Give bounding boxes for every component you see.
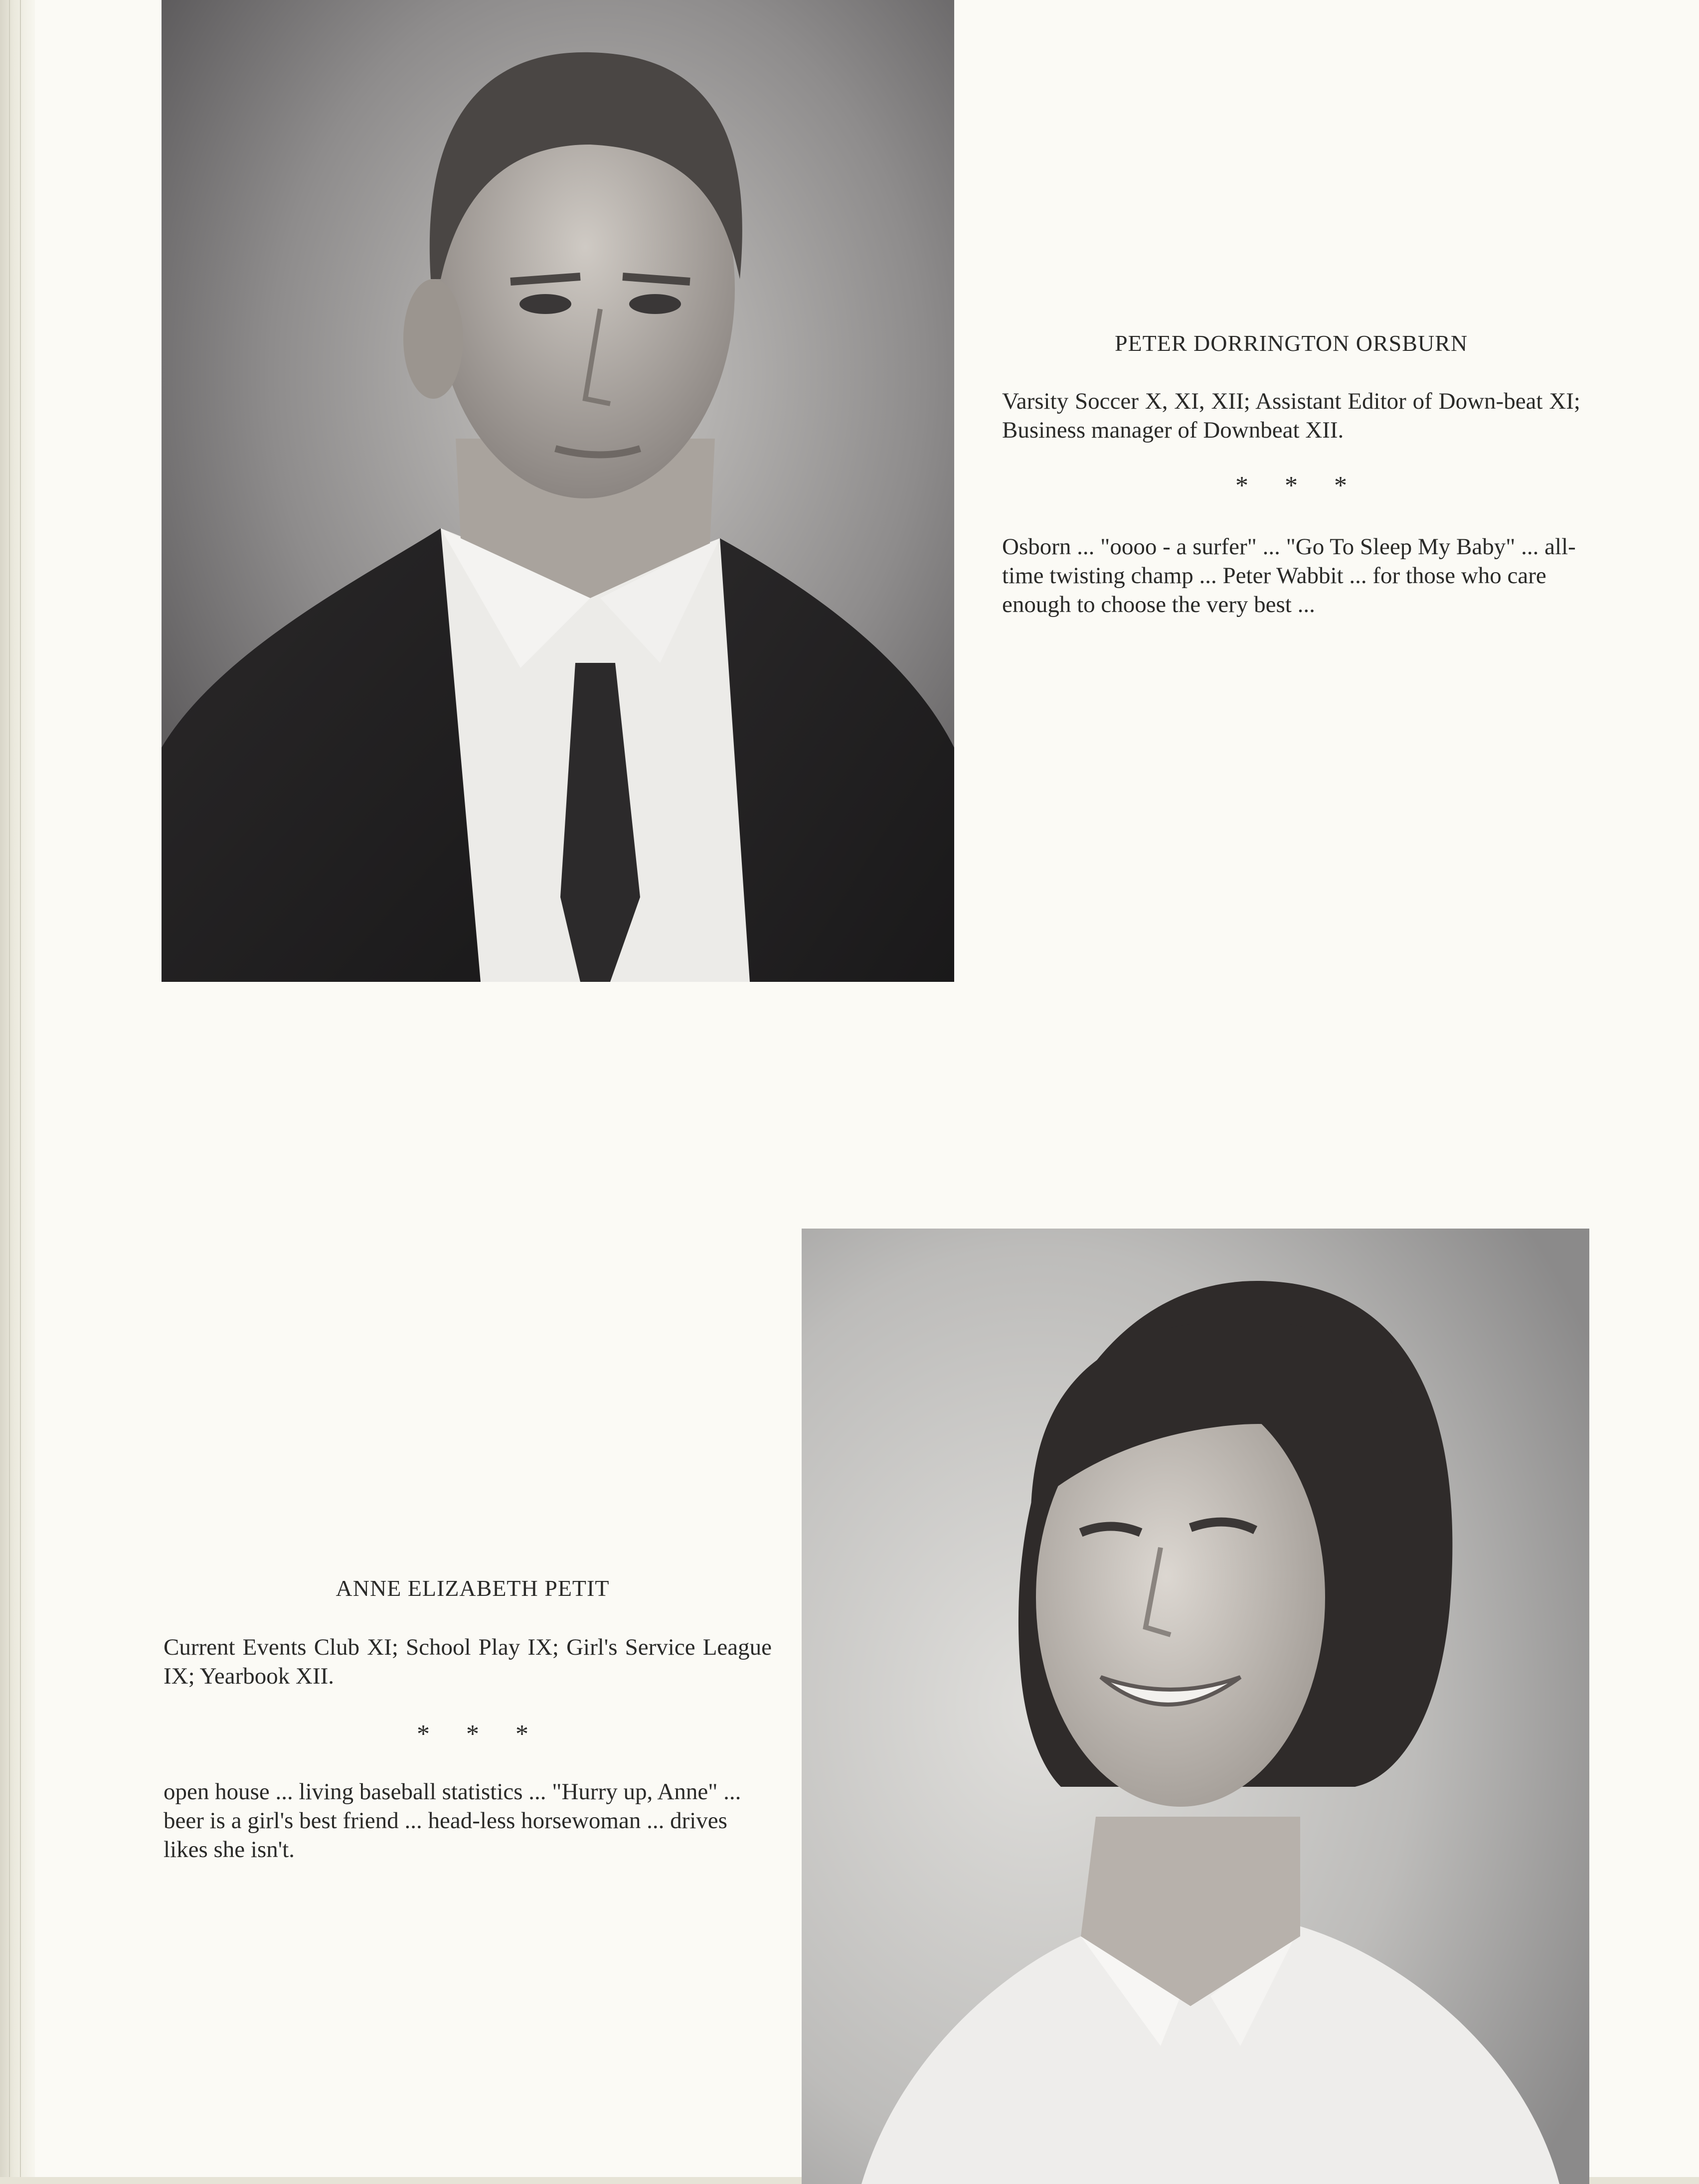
portrait-photo-peter-orsburn [162, 0, 954, 982]
portrait-image [802, 1229, 1589, 2184]
student-name: PETER DORRINGTON ORSBURN [1114, 330, 1468, 356]
separator-asterisks: * * * [1235, 471, 1347, 500]
student-name: ANNE ELIZABETH PETIT [336, 1575, 610, 1601]
portrait-photo-anne-petit [802, 1229, 1589, 2184]
student-activities: Current Events Club XI; School Play IX; Girl's Service League IX; Yearbook XII. [164, 1634, 772, 1689]
separator-asterisks: * * * [417, 1720, 528, 1748]
binding-line [9, 0, 10, 2184]
student-activities: Varsity Soccer X, XI, XII; Assistant Editor of Down-beat XI; Business manager of Downbeat XII. [1002, 388, 1580, 443]
page-binding-edge [0, 0, 35, 2184]
student-quote: Osborn ... "oooo - a surfer" ... "Go To Sleep My Baby" ... all-time twisting champ ... Peter Wabbit ... for those who care enough to choose the very best ... [1002, 534, 1576, 618]
binding-line [20, 0, 21, 2184]
portrait-image [162, 0, 954, 982]
student-quote: open house ... living baseball statistics ... "Hurry up, Anne" ... beer is a girl's best friend ... head-less horsewoman ... drives likes she isn't. [164, 1779, 741, 1863]
